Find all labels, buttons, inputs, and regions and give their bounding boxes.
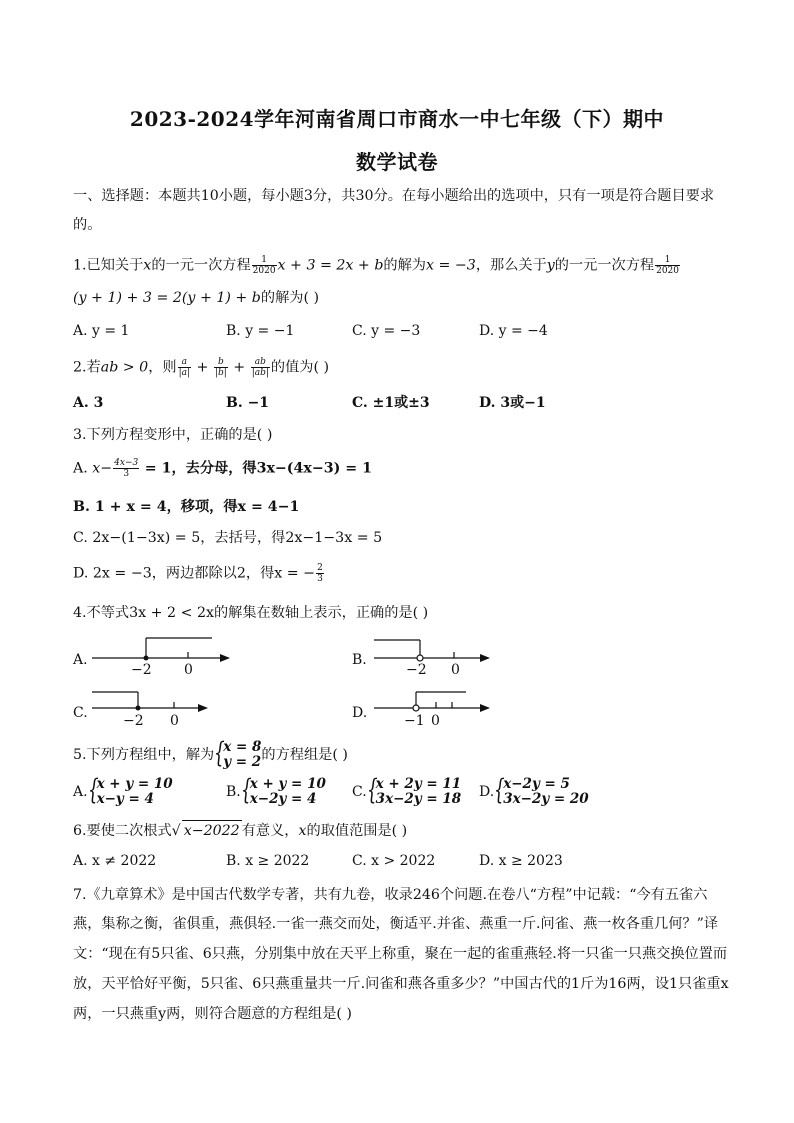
q4-option-a-label: A. <box>73 652 88 668</box>
q3-option-a: A. x− $\frac{4x-3}{3}$ = 1，去分母，得3x−(4x−3) = 1 <box>73 458 372 479</box>
q4-option-d-label: D. <box>352 705 368 721</box>
question-7-line-2: 燕，集称之衡，雀俱重，燕俱轻.一雀一燕交而处，衡适平.并雀、燕重一斤.问雀、燕一枚各重几何？”译 <box>73 916 719 932</box>
question-7-line-4: 放，天平恰好平衡，5只雀、6只燕重量共一斤.问雀和燕各重多少？”中国古代的1斤为16两，设1只雀重x <box>73 976 729 992</box>
question-5-stem: 5.下列方程组中，解为 { x = 8 y = 2 的方程组是( ) <box>73 736 348 770</box>
equation-system: { x = 8 y = 2 <box>214 736 262 770</box>
q4-option-c-label: C. <box>73 705 88 721</box>
fraction: $\frac{1}{2020}$ <box>252 255 276 276</box>
tick-label: −2 <box>131 662 152 678</box>
section-intro: 一、选择题：本题共10小题，每小题3分，共30分。在每小题给出的选项中，只有一项是符合题目要求 <box>73 188 715 204</box>
question-7-line-3: 文：“现在有5只雀、6只燕，分别集中放在天平上称重，聚在一起的雀重燕轻.将一只雀一只燕交换位置而 <box>73 946 728 962</box>
tick-label: −1 <box>404 713 425 729</box>
q4-option-b-number-line <box>372 632 502 672</box>
radicand: x−2022 <box>182 820 242 841</box>
q6-option-b: B. x ≥ 2022 <box>226 853 310 869</box>
question-7-line-5: 两，一只燕重y两，则符合题意的方程组是( ) <box>73 1006 352 1022</box>
q5-option-b: B. { x + y = 10 x−2y = 4 <box>226 773 326 807</box>
q1-option-a: A. y = 1 <box>73 323 130 339</box>
page-title: 2023-2024学年河南省周口市商水一中七年级（下）期中 <box>129 107 665 131</box>
q3-option-c: C. 2x−(1−3x) = 5，去括号，得2x−1−3x = 5 <box>73 530 383 546</box>
tick-label: 0 <box>170 713 179 729</box>
q2-option-c: C. ±1或±3 <box>352 395 430 411</box>
tick-label: −2 <box>123 713 144 729</box>
question-1-stem-line2: (y + 1) + 3 = 2(y + 1) + b的解为( ) <box>73 290 320 306</box>
q1-option-b: B. y = −1 <box>226 323 295 339</box>
tick-label: 0 <box>184 662 193 678</box>
q6-option-a: A. x ≠ 2022 <box>73 853 157 869</box>
tick-label: 0 <box>451 662 460 678</box>
q4-option-a-number-line <box>90 632 240 672</box>
question-7-line-1: 7.《九章算术》是中国古代数学专著，共有九卷，收录246个问题.在卷八“方程”中记载：“今有五雀六 <box>73 887 708 903</box>
q2-option-a: A. 3 <box>73 395 104 411</box>
fraction: $\frac{1}{2020}$ <box>656 255 680 276</box>
q3-option-b: B. 1 + x = 4，移项，得x = 4−1 <box>73 499 300 515</box>
q5-option-a: A. { x + y = 10 x−y = 4 <box>73 773 173 807</box>
q6-option-c: C. x > 2022 <box>352 853 436 869</box>
q4-option-c-number-line <box>90 684 220 724</box>
q5-option-d: D. { x−2y = 5 3x−2y = 20 <box>479 773 589 807</box>
q2-option-d: D. 3或−1 <box>479 395 546 411</box>
section-intro-end: 的。 <box>73 217 102 233</box>
q1-option-d: D. y = −4 <box>479 323 548 339</box>
q1-option-c: C. y = −3 <box>352 323 421 339</box>
question-3-stem: 3.下列方程变形中，正确的是( ) <box>73 427 273 443</box>
tick-label: −2 <box>406 662 427 678</box>
question-2-stem: 2.若ab > 0，则 $\frac{a}{|a|}$ + $\frac{b}{|b|}$ + $\frac{ab}{|ab|}$ 的值为( ) <box>73 357 330 378</box>
question-1-stem: 1.已知关于x的一元一次方程 $\frac{1}{2020}$ x + 3 = 2x + b的解为x = −3，那么关于y的一元一次方程 $\frac{1}{2020}$ <box>73 255 680 276</box>
q2-option-b: B. −1 <box>226 395 270 411</box>
tick-label: 0 <box>431 713 440 729</box>
q6-option-d: D. x ≥ 2023 <box>479 853 563 869</box>
page-subtitle: 数学试卷 <box>356 150 438 174</box>
q4-option-b-label: B. <box>352 652 367 668</box>
question-4-stem: 4.不等式3x + 2 < 2x的解集在数轴上表示，正确的是( ) <box>73 605 429 621</box>
q3-option-d: D. 2x = −3，两边都除以2，得x = − $\frac{2}{3}$ <box>73 563 323 584</box>
q5-option-c: C. { x + 2y = 11 3x−2y = 18 <box>352 773 462 807</box>
question-6-stem: 6.要使二次根式√ x−2022 有意义，x的取值范围是( ) <box>73 820 407 841</box>
